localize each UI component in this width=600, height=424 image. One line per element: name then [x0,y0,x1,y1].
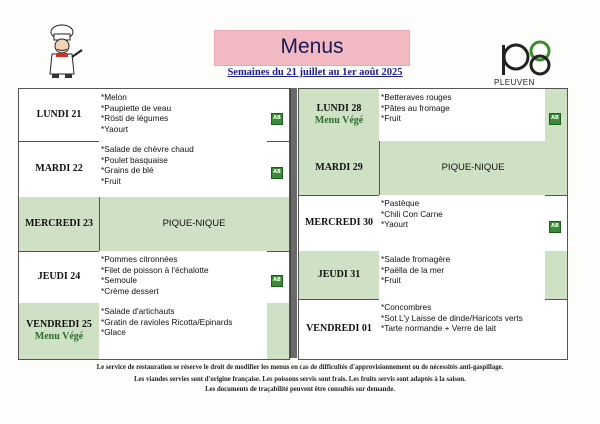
menu-item: *Salade d'artichauts [101,306,175,316]
organic-label-icon [271,167,283,179]
menu-item: *Semoule [101,275,137,285]
menu-item: *Filet de poisson à l'échalotte [101,264,209,275]
day-label [19,141,100,197]
menu-item: *Yaourt [101,123,129,134]
menu-item: *Gratin de ravioles Ricotta/Epinards [101,316,233,327]
organic-label-text: AB [273,169,281,175]
logo-name: PLEUVEN [494,78,535,87]
day-label [299,141,380,195]
menu-item: *Pommes citronnées [101,254,178,264]
day-name: VENDREDI 01 [306,323,372,334]
day-row [299,89,567,142]
day-row [299,299,567,359]
organic-label-icon [271,113,283,125]
menu-item: *Chili Con Carne [381,208,443,219]
day-label [19,197,100,251]
day-name: JEUDI 24 [37,271,81,282]
day-name: MARDI 29 [315,162,363,173]
day-row [19,303,289,359]
day-name: LUNDI 28 [316,103,362,114]
organic-label-icon [271,275,283,287]
week2-table [298,88,568,360]
day-label [19,89,100,141]
organic-label-text: AB [551,223,559,229]
page-title: Menus [280,35,344,58]
menu-items [379,195,545,251]
menu-item: PIQUE-NIQUE [162,217,226,229]
day-name: JEUDI 31 [317,269,361,280]
menu-item: *Glace [101,327,126,337]
menu-items [379,89,545,141]
menu-item: *Rösti de légumes [101,113,169,123]
menu-item: *Crème dessert [101,285,159,296]
day-name: MARDI 22 [35,163,83,174]
organic-label-text: AB [273,277,281,283]
organic-label-icon [549,113,561,125]
chef-illustration [40,24,88,80]
menu-items [99,141,267,197]
menu-item: *Tarte normande + Verre de lait [381,323,497,333]
day-name: VENDREDI 25 [26,319,92,330]
day-label [299,251,380,299]
week-range: Semaines du 21 juillet au 1er août 2025 [227,67,403,78]
menu-item: *Paupiette de veau [101,102,172,113]
day-name: LUNDI 21 [36,109,82,120]
menu-item: PIQUE-NIQUE [441,161,505,173]
week1-table [18,88,290,360]
column-separator [290,88,297,358]
menu-item: *Sot L'y Laisse de dinde/Haricots verts [381,312,523,323]
day-label [299,195,380,251]
organic-label-icon [549,221,561,233]
menu-item: *Concombres [381,302,432,312]
day-label [299,89,380,141]
menu-item: *Fruit [101,175,121,186]
menu-item: *Grains de blé [101,165,154,175]
day-label [19,303,100,359]
menu-item: *Paëlla de la mer [381,264,445,275]
footer-line-3: Les documents de traçabilité peuvent être consultés sur demande. [205,386,395,393]
menu-items [99,303,267,359]
menu-item: *Salade de chèvre chaud [101,144,194,154]
menu-items [379,299,545,359]
title-banner [214,30,410,66]
menu-items [379,251,545,299]
vege-label: Menu Végé [314,115,364,126]
menu-item: *Betteraves rouges [381,92,452,102]
vege-label: Menu Végé [34,331,84,342]
menu-item: *Yaourt [381,219,409,229]
menu-item: *Pâtes au fromage [381,102,450,113]
day-row [299,251,567,300]
menu-item: *Salade fromagère [381,254,451,264]
day-label [19,251,100,303]
day-row [19,141,289,198]
menu-items [99,89,267,141]
day-row [19,197,289,252]
organic-label-text: AB [273,115,281,121]
day-row [19,251,289,304]
day-row [299,141,567,196]
day-row [19,89,289,142]
day-name: MERCREDI 23 [24,218,94,229]
day-label [299,299,380,359]
menu-items [99,197,289,251]
footer-line-2: Les viandes servies sont d'origine française. Les poissons servis sont frais. Les fruits servis sont adaptés à la saison. [134,376,466,383]
menu-items [379,141,567,195]
menu-item: *Melon [101,92,127,102]
footer-line-1: Le service de restauration se réserve le droit de modifier les menus en cas de difficultés d'approvisionnement ou de nécessités anti-gaspillage. [96,364,504,371]
menu-item: *Pastèque [381,198,420,208]
menu-item: *Fruit [381,113,401,123]
day-row [299,195,567,252]
day-name: MERCREDI 30 [304,217,374,228]
menu-items [99,251,267,303]
menu-item: *Poulet basquaise [101,154,168,165]
menu-item: *Fruit [381,275,401,285]
organic-label-text: AB [551,115,559,121]
pleuven-logo [496,37,560,77]
